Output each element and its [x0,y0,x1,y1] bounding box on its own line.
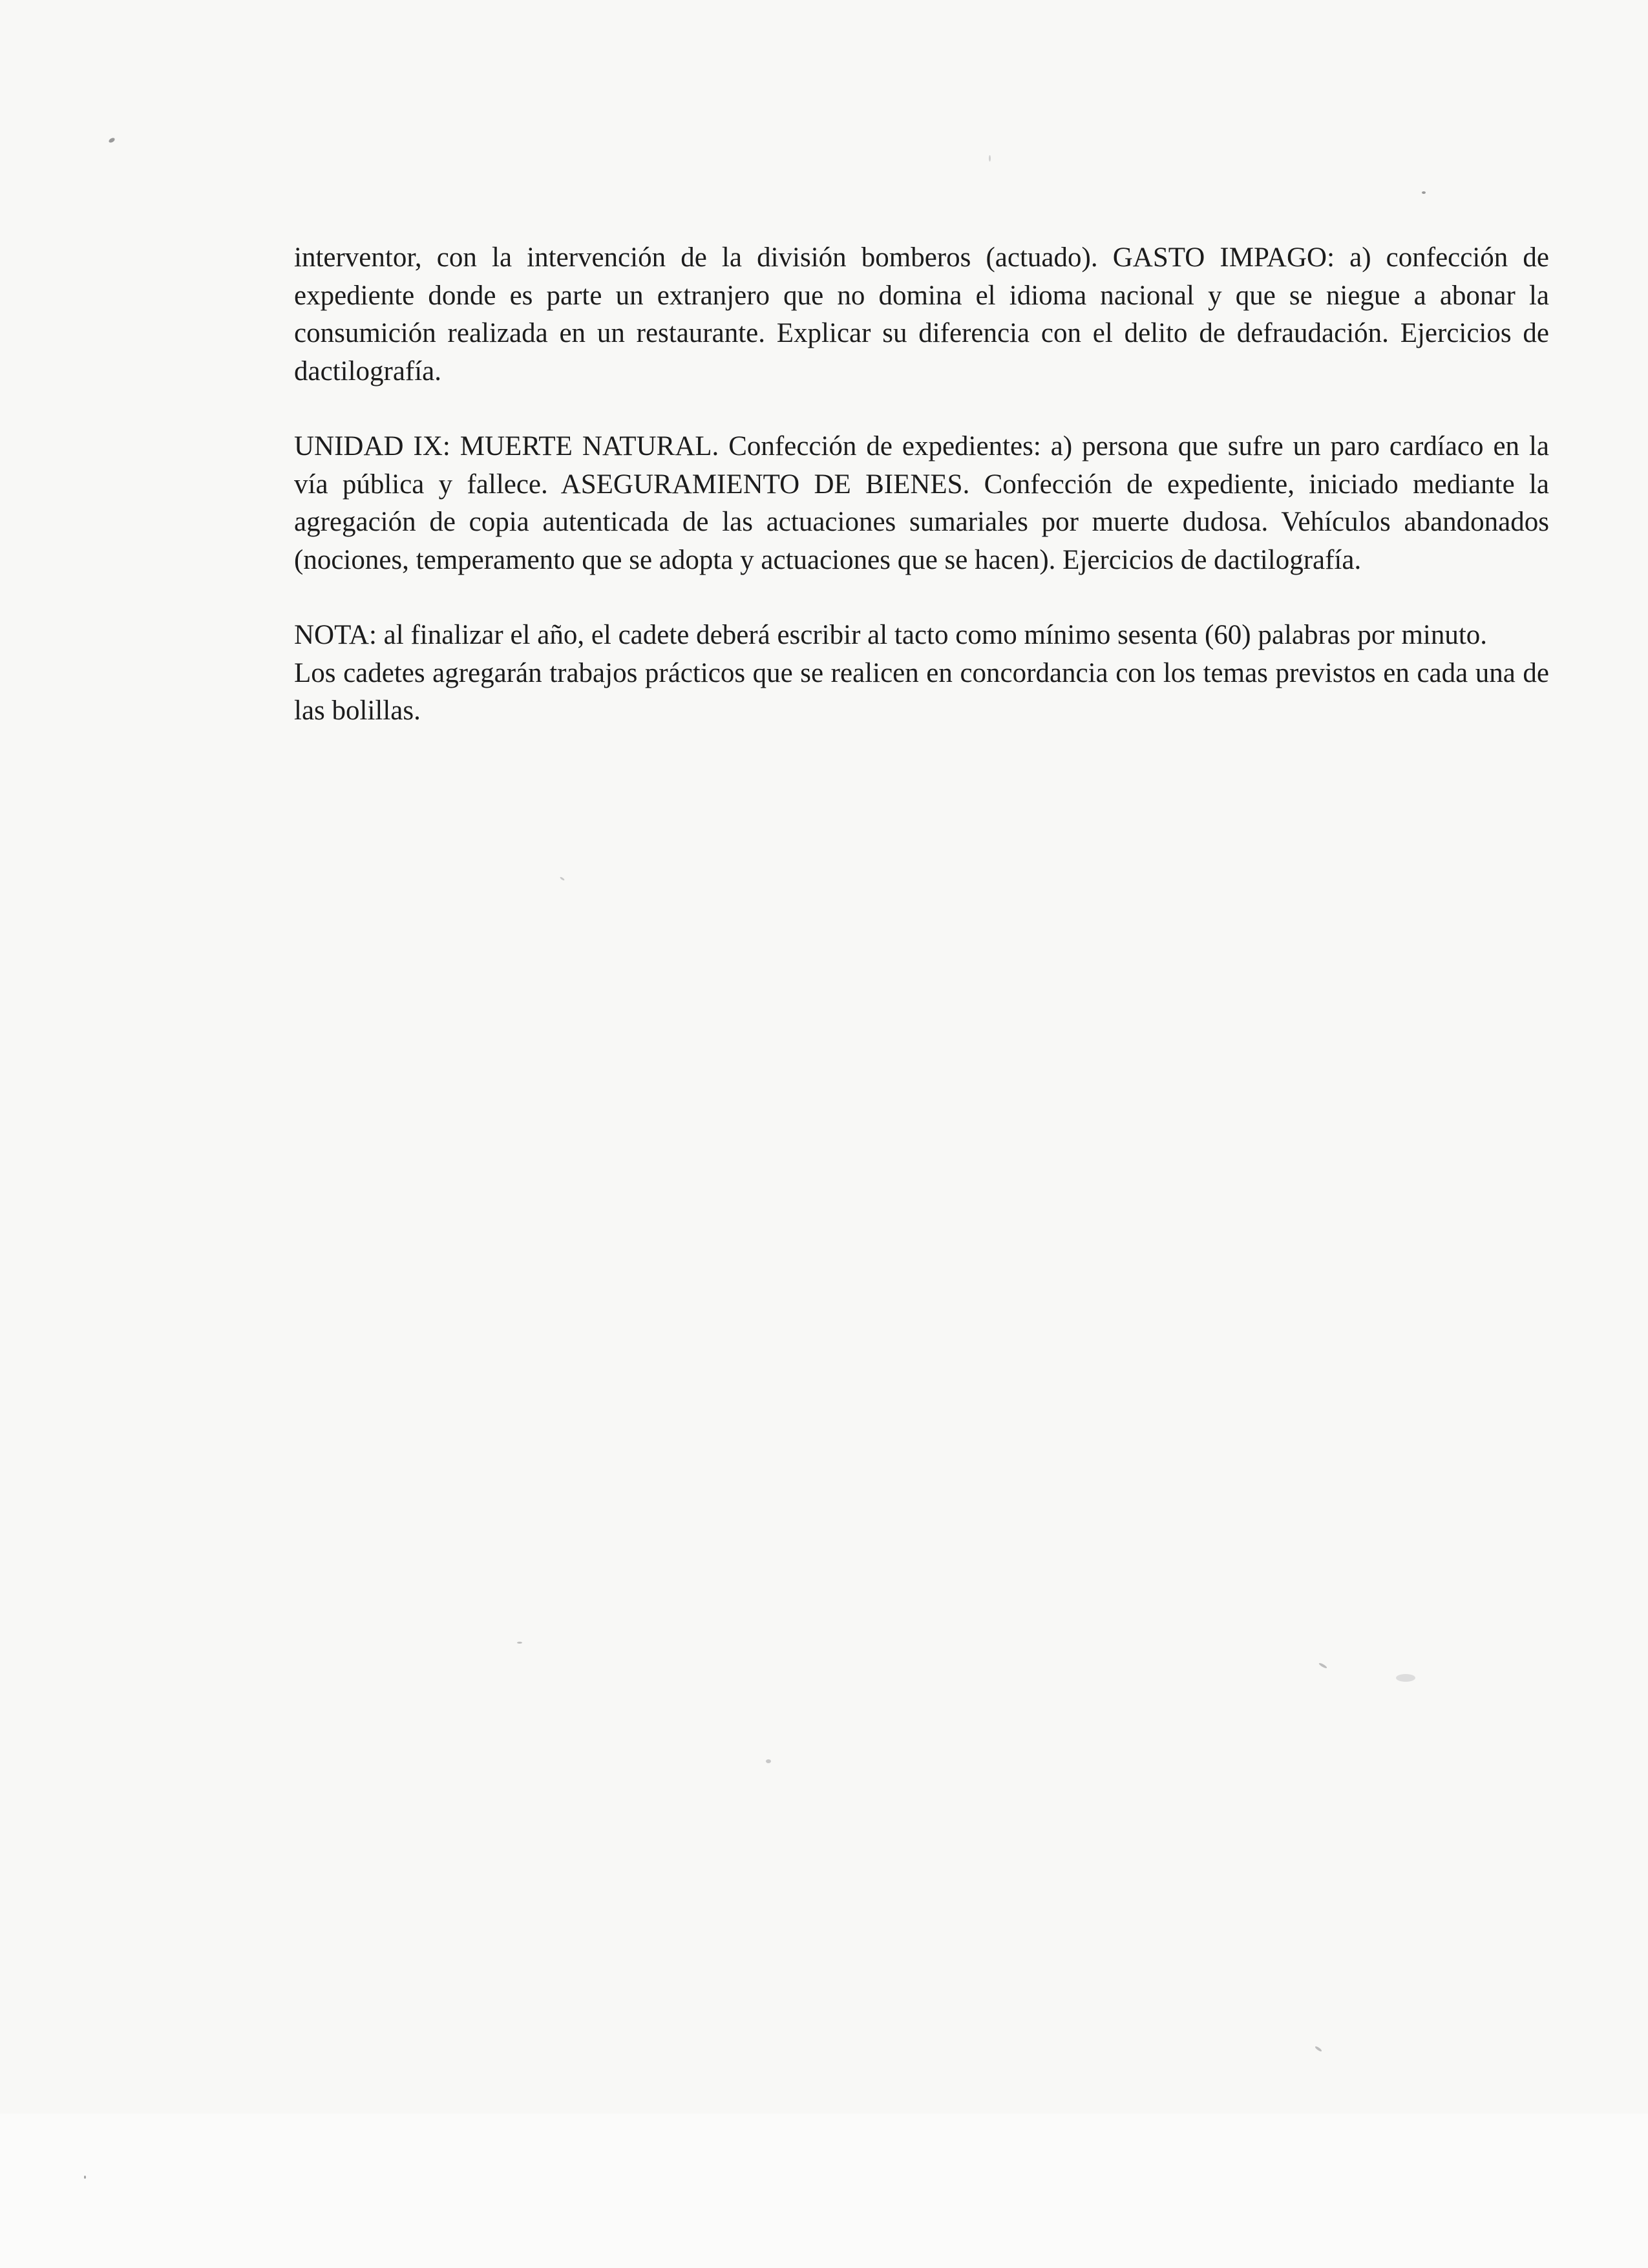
scan-speck [989,155,991,162]
page-bottom-band [0,2114,1648,2268]
paragraph-unidad-ix: UNIDAD IX: MUERTE NATURAL. Confección de expedientes: a) persona que sufre un paro cardíaco en la vía pública y fallece. ASEGURAMIENTO DE BIENES. Confección de expediente, iniciado mediante la agregación de copia autenticada de las actuaciones sumariales por muerte dudosa. Vehículos abandonados (nociones, temperamento que se adopta y actuaciones que se hacen). Ejercicios de dactilografía. [294,431,1549,575]
scan-speck [1315,2046,1322,2052]
scan-speck [84,2176,86,2179]
scan-speck [108,137,116,143]
paragraph-gasto-impago: interventor, con la intervención de la división bomberos (actuado). GASTO IMPAGO: a) confección de expediente donde es parte un extranjero que no domina el idioma nacional y que se niegue a abonar la consumición realizada en un restaurante. Explicar su diferencia con el delito de defraudación. Ejercicios de dactilografía. [294,242,1549,387]
paragraph-nota: NOTA: al finalizar el año, el cadete deberá escribir al tacto como mínimo sesenta (60) palabras por minuto. [294,620,1488,650]
scan-speck [560,876,565,881]
scan-speck [1396,1674,1415,1682]
document-body [294,239,1549,730]
paragraph-trabajos-practicos: Los cadetes agregarán trabajos prácticos que se realicen en concordancia con los temas previstos en cada una de las bolillas. [294,657,1549,726]
scan-speck [1318,1662,1327,1669]
scan-speck [1422,191,1426,194]
scan-speck [766,1759,771,1763]
scan-speck [517,1642,522,1644]
